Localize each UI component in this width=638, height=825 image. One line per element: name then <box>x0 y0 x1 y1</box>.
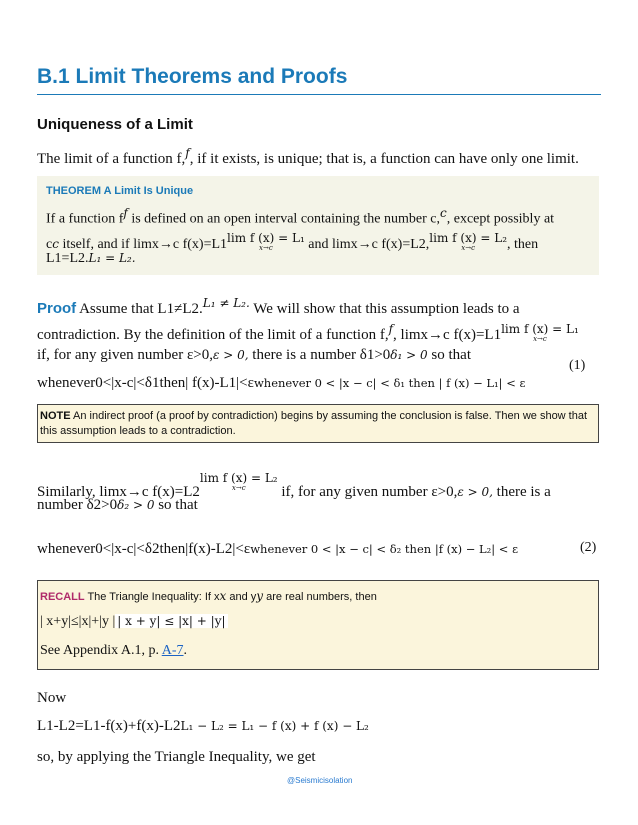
recall-line-2: | x+y|≤|x|+|y | | x + y| ≤ |x| + |y| <box>40 614 226 629</box>
theorem-box <box>37 176 599 275</box>
now-line-2: L1-L2=L1-f(x)+f(x)-L2L₁ − L₂ = L₁ − f (x) + f (x) − L₂ <box>37 718 369 734</box>
intro-paragraph: The limit of a function f,$^f$, if it exists, is unique; that is, a function can have only one limit. <box>37 146 579 167</box>
proof-line-4: whenever0<|x-c|<δ1then| f(x)-L1|<εwhenever 0 < |x − c| < δ₁ then | f (x) − L₁| < ε <box>37 375 526 391</box>
equation-number-2: (2) <box>580 540 597 555</box>
similarly-line-1: Similarly, limx→c f(x)=L2lim f (x) = L₂ x→c if, for any given number ε>0,ε > 0, there is a <box>37 471 551 500</box>
note-text: NOTE An indirect proof (a proof by contradiction) begins by assuming the conclusion is false. Then we show that this assumption leads to a contradiction. <box>40 410 588 437</box>
watermark-text: @Seismicisolation <box>287 776 353 785</box>
theorem-line-3: L1=L2.L₁ = L₂. <box>46 251 136 266</box>
title-rule <box>37 94 601 95</box>
now-line-3: so, by applying the Triangle Inequality, we get <box>37 749 316 765</box>
note-box <box>37 404 599 443</box>
similarly-line-2: number δ2>0δ₂ > 0 so that <box>37 497 198 513</box>
theorem-label: THEOREM A Limit Is Unique <box>46 185 194 197</box>
proof-line-2: contradiction. By the definition of the limit of a function f,$^f$, limx→c f(x)=L1lim f (x) = L₁ x→c <box>37 322 579 343</box>
proof-line-1: Proof Assume that L1≠L2.$^{L_1 \ne L_2.}$ We will show that this assumption leads to a <box>37 296 520 317</box>
theorem-line-2: cc itself, and if limx→c f(x)=L1lim f (x) = L₁ x→c and limx→c f(x)=L2,lim f (x) = L₂ x→c , then <box>46 231 539 252</box>
section-heading: Uniqueness of a Limit <box>37 116 193 133</box>
page-title: B.1 Limit Theorems and Proofs <box>37 65 348 88</box>
equation-number-1: (1) <box>569 358 586 373</box>
theorem-line-1: If a function $f^f$ is defined on an open interval containing the number c,$^c$, except possibly at <box>46 206 555 227</box>
now-line-1: Now <box>37 690 67 706</box>
similarly-line-3: whenever0<|x-c|<δ2then|f(x)-L2|<εwhenever 0 < |x − c| < δ₂ then |f (x) − L₂| < ε <box>37 541 519 557</box>
appendix-link[interactable]: A-7 <box>161 643 184 658</box>
recall-line-1: RECALL The Triangle Inequality: If xx and yy are real numbers, then <box>40 589 377 603</box>
proof-line-3: if, for any given number ε>0,ε > 0, there is a number δ1>0δ₁ > 0 so that <box>37 347 471 363</box>
recall-line-3: See Appendix A.1, p. A-7. <box>40 643 188 658</box>
recall-box <box>37 580 599 670</box>
